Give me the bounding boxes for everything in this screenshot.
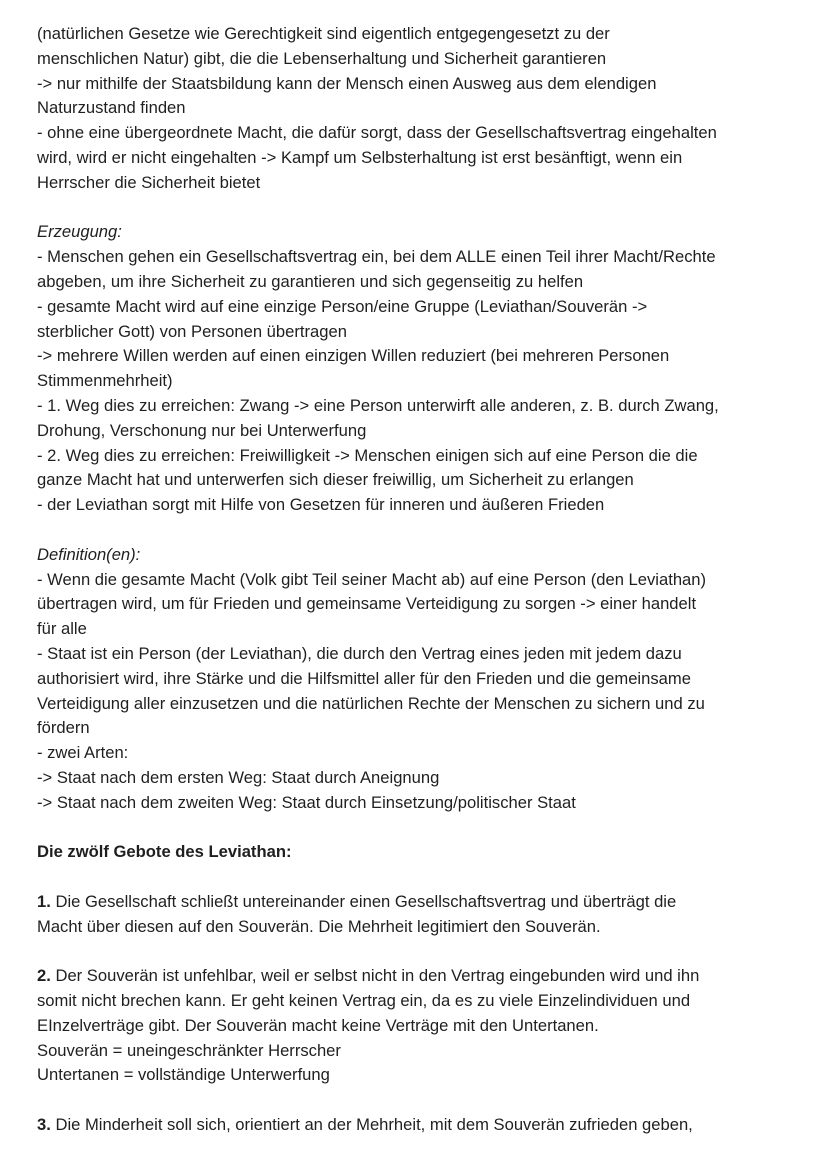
text-line: - ohne eine übergeordnete Macht, die dafür sorgt, dass der Gesellschaftsvertrag eingehalten: [37, 123, 717, 143]
text-line: Drohung, Verschonung nur bei Unterwerfung: [37, 420, 367, 440]
gebot-number: 2.: [37, 966, 51, 986]
text-line: ganze Macht hat und unterwerfen sich dieser freiwillig, um Sicherheit zu erlangen: [37, 470, 634, 490]
paragraph-gap: [37, 518, 798, 543]
definition-section: [37, 543, 798, 816]
text-line: EInzelverträge gibt. Der Souverän macht keine Verträge mit den Untertanen.: [37, 1015, 599, 1035]
text-line: Untertanen = vollständige Unterwerfung: [37, 1065, 330, 1085]
gebot-3: [37, 1113, 798, 1138]
gebot-text: Die Gesellschaft schließt untereinander einen Gesellschaftsvertrag und überträgt die: [50, 891, 677, 911]
gebot-text: Die Minderheit soll sich, orientiert an der Mehrheit, mit dem Souverän zufrieden geben,: [50, 1115, 693, 1135]
text-line: Souverän = uneingeschränkter Herrscher: [37, 1040, 341, 1060]
gebot-text: Der Souverän ist unfehlbar, weil er selbst nicht in den Vertrag eingebunden wird und ihn: [50, 966, 700, 986]
text-line: - Menschen gehen ein Gesellschaftsvertrag ein, bei dem ALLE einen Teil ihrer Macht/Rechte: [37, 247, 716, 267]
text-line: - Staat ist ein Person (der Leviathan), die durch den Vertrag eines jeden mit jedem dazu: [37, 643, 682, 663]
text-line: Stimmenmehrheit): [37, 371, 173, 391]
paragraph-gap: [37, 816, 798, 841]
text-line: somit nicht brechen kann. Er geht keinen Vertrag ein, da es zu viele Einzelindividuen und: [37, 991, 691, 1011]
text-line: -> nur mithilfe der Staatsbildung kann der Mensch einen Ausweg aus dem elendigen: [37, 73, 657, 93]
paragraph-gap: [37, 196, 798, 221]
text-line: - zwei Arten:: [37, 743, 129, 763]
text-line: authorisiert wird, ihre Stärke und die Hilfsmittel aller für den Frieden und die gemeinsame: [37, 668, 691, 688]
text-line: Macht über diesen auf den Souverän. Die Mehrheit legitimiert den Souverän.: [37, 916, 601, 936]
text-line: -> Staat nach dem ersten Weg: Staat durch Aneignung: [37, 767, 440, 787]
text-line: - gesamte Macht wird auf eine einzige Person/eine Gruppe (Leviathan/Souverän ->: [37, 296, 648, 316]
text-line: -> mehrere Willen werden auf einen einzigen Willen reduziert (bei mehreren Personen: [37, 346, 670, 366]
text-line: abgeben, um ihre Sicherheit zu garantieren und sich gegenseitig zu helfen: [37, 271, 584, 291]
text-line: für alle: [37, 619, 87, 639]
gebote-heading: Die zwölf Gebote des Leviathan:: [37, 842, 292, 862]
paragraph-gap: [37, 1088, 798, 1113]
text-line: - der Leviathan sorgt mit Hilfe von Gesetzen für inneren und äußeren Frieden: [37, 495, 605, 515]
text-line: fördern: [37, 718, 90, 738]
text-line: - Wenn die gesamte Macht (Volk gibt Teil seiner Macht ab) auf eine Person (den Leviathan): [37, 569, 707, 589]
text-line: menschlichen Natur) gibt, die die Lebenserhaltung und Sicherheit garantieren: [37, 48, 607, 68]
paragraph-gap: [37, 865, 798, 890]
text-line: Herrscher die Sicherheit bietet: [37, 172, 261, 192]
text-line: (natürlichen Gesetze wie Gerechtigkeit sind eigentlich entgegengesetzt zu der: [37, 24, 610, 43]
text-line: - 1. Weg dies zu erreichen: Zwang -> eine Person unterwirft alle anderen, z. B. durch Zwang,: [37, 395, 719, 415]
text-line: Verteidigung aller einzusetzen und die natürlichen Rechte der Menschen zu sichern und zu: [37, 693, 705, 713]
text-line: -> Staat nach dem zweiten Weg: Staat durch Einsetzung/politischer Staat: [37, 792, 576, 812]
gebot-1: [37, 890, 798, 940]
text-line: Naturzustand finden: [37, 98, 186, 118]
gebot-first-line: [37, 1113, 798, 1138]
section-title-definition: Definition(en):: [37, 544, 141, 564]
text-line: sterblicher Gott) von Personen übertragen: [37, 321, 347, 341]
gebot-first-line: [37, 964, 798, 989]
section-title-erzeugung: Erzeugung:: [37, 222, 122, 242]
intro-paragraph: [37, 22, 798, 196]
text-line: wird, wird er nicht eingehalten -> Kampf um Selbsterhaltung ist erst besänftigt, wenn ein: [37, 147, 683, 167]
gebot-number: 1.: [37, 891, 51, 911]
erzeugung-section: [37, 220, 798, 518]
paragraph-gap: [37, 939, 798, 964]
gebot-first-line: [37, 890, 798, 915]
text-line: übertragen wird, um für Frieden und gemeinsame Verteidigung zu sorgen -> einer handelt: [37, 594, 697, 614]
gebot-2: [37, 964, 798, 1088]
gebot-number: 3.: [37, 1115, 51, 1135]
text-line: - 2. Weg dies zu erreichen: Freiwilligkeit -> Menschen einigen sich auf eine Person die die: [37, 445, 698, 465]
